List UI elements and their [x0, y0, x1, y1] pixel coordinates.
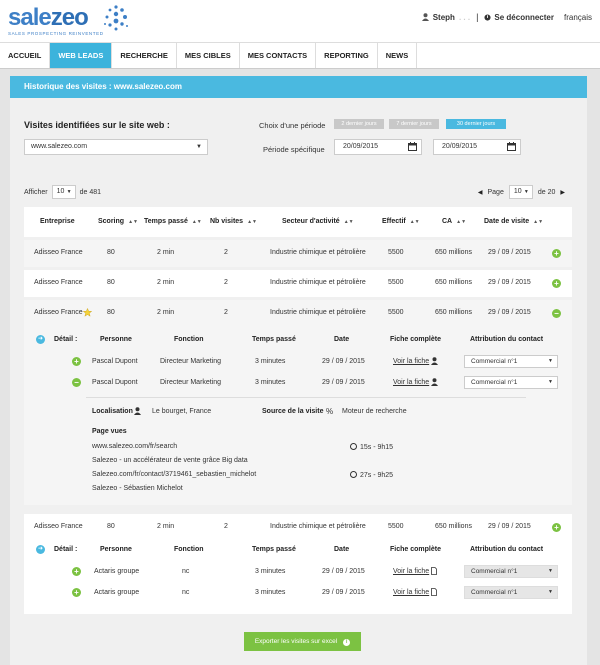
per-page-select[interactable]: 10 ▼: [52, 185, 76, 199]
page-url[interactable]: www.salezeo.com/fr/search: [92, 443, 178, 450]
period-2-days[interactable]: 2 dernier jours: [334, 119, 384, 129]
main-nav: [0, 42, 600, 69]
page-url[interactable]: Salezeo.com/fr/contact/3719461_sebastien_michelot: [92, 471, 257, 478]
person-icon: [134, 407, 141, 415]
view-profile-link[interactable]: Voir la fiche: [393, 589, 430, 596]
logo-dots-icon: [102, 4, 130, 32]
nav-recherche[interactable]: RECHERCHE: [112, 43, 177, 68]
assign-contact-select[interactable]: Commercial n°1 ▼: [464, 565, 558, 578]
date-from-input[interactable]: 20/09/2015: [334, 139, 422, 155]
nav-mes-cibles[interactable]: MES CIBLES: [177, 43, 240, 68]
col-scoring[interactable]: Scoring ▲▼: [98, 218, 138, 225]
star-icon[interactable]: [83, 308, 92, 317]
table-row[interactable]: Adisseo France 80 2 min 2 Industrie chimique et pétrolière 5500 650 millions 29 / 09 / 2015 +: [24, 267, 572, 297]
logo-tagline: SALES PROSPECTING REINVENTED: [8, 31, 104, 36]
collapse-icon[interactable]: −: [552, 309, 561, 318]
clock-icon: [350, 471, 357, 478]
arrow-right-icon: ➜: [37, 546, 44, 552]
link-icon: %: [326, 407, 334, 416]
top-bar: salezeo SALES PROSPECTING REINVENTED Steph . . . | Se déconnecter français: [0, 0, 600, 42]
add-contact-icon[interactable]: +: [72, 357, 81, 366]
visit-detail: ➜ Détail : Personne Fonction Temps passé Date Fiche complète Attribution du contact + Pascal Dupont Directeur Marketing 3 minutes 29 / 09 / 2015 Voir la fiche Commercial n°1 ▼ − Pascal Dupont Directeur Marketing 3 minutes 29 / 09 / 2015 Voir la fiche Commercial n°1 ▼ Localisation Le bourget, France Source de la visite % Moteur de recherche Page vues www.salezeo.com/fr/search 15s - 9h15 Salezeo - un accélérateur de vente grâce Big data Salezeo.com/fr/contact/3719461_sebastien_michelot 27s - 9h25 Salezeo - Sébastien Michelot: [24, 327, 572, 505]
assign-contact-select[interactable]: Commercial n°1 ▼: [464, 586, 558, 599]
date-to-input[interactable]: 20/09/2015: [433, 139, 521, 155]
person-icon: [431, 378, 438, 386]
visits-label: Visites identifiées sur le site web :: [24, 120, 170, 130]
visit-history-panel: [10, 76, 587, 665]
col-ca[interactable]: CA ▲▼: [442, 218, 467, 225]
page-duration: 27s - 9h25: [350, 471, 393, 479]
visit-info: Localisation Le bourget, France Source de la visite % Moteur de recherche Page vues www.salezeo.com/fr/search 15s - 9h15 Salezeo - un accélérateur de vente grâce Big data Salezeo.com/fr/contact/3719461_sebastien_michelot 27s - 9h25 Salezeo - Sébastien Michelot: [86, 397, 526, 505]
table-header: [24, 207, 572, 237]
user-menu[interactable]: Steph . . .: [422, 13, 470, 22]
period-7-days[interactable]: 7 dernier jours: [389, 119, 439, 129]
user-name: Steph: [432, 12, 455, 22]
add-contact-icon[interactable]: +: [72, 588, 81, 597]
nav-web-leads[interactable]: WEB LEADS: [50, 43, 112, 68]
visits-table: [24, 207, 572, 609]
col-temps[interactable]: Temps passé ▲▼: [144, 218, 202, 225]
view-profile-link[interactable]: Voir la fiche: [393, 568, 430, 575]
calendar-icon: [408, 142, 417, 151]
person-icon: [431, 357, 438, 365]
col-effectif[interactable]: Effectif ▲▼: [382, 218, 420, 225]
site-select[interactable]: www.salezeo.com ▼: [24, 139, 208, 155]
col-nb-visites[interactable]: Nb visites ▲▼: [210, 218, 257, 225]
calendar-icon: [507, 142, 516, 151]
chevron-down-icon: ▼: [196, 144, 202, 150]
col-secteur[interactable]: Secteur d'activité ▲▼: [282, 218, 354, 225]
document-icon: [431, 588, 437, 596]
nav-reporting[interactable]: REPORTING: [316, 43, 378, 68]
view-profile-link[interactable]: Voir la fiche: [393, 358, 430, 365]
clock-icon: [350, 443, 357, 450]
logout-button[interactable]: Se déconnecter: [484, 13, 554, 22]
power-icon: [484, 14, 491, 21]
language-select[interactable]: français: [563, 12, 592, 22]
salezeo-logo[interactable]: salezeo SALES PROSPECTING REINVENTED: [8, 4, 104, 36]
col-entreprise[interactable]: Entreprise: [40, 218, 75, 225]
info-icon: i: [343, 639, 350, 646]
pagination: ◀ Page 10 ▼ de 20 ▶: [478, 185, 565, 199]
period-label: Choix d'une période: [259, 121, 326, 130]
nav-accueil[interactable]: ACCUEIL: [0, 43, 50, 68]
nav-mes-contacts[interactable]: MES CONTACTS: [240, 43, 316, 68]
view-profile-link[interactable]: Voir la fiche: [393, 379, 430, 386]
expand-icon[interactable]: +: [552, 279, 561, 288]
table-row[interactable]: Adisseo France 80 2 min 2 Industrie chimique et pétrolière 5500 650 millions 29 / 09 / 2015 +: [24, 505, 572, 539]
specific-period-label: Période spécifique: [263, 145, 325, 154]
per-page-control: Afficher 10 ▼ de 481: [24, 185, 101, 199]
table-row[interactable]: Adisseo France 80 2 min 2 Industrie chimique et pétrolière 5500 650 millions 29 / 09 / 2015 −: [24, 297, 572, 327]
add-contact-icon[interactable]: +: [72, 567, 81, 576]
assign-contact-select[interactable]: Commercial n°1 ▼: [464, 355, 558, 368]
prev-page-icon[interactable]: ◀: [477, 189, 483, 196]
next-page-icon[interactable]: ▶: [560, 189, 565, 196]
visit-detail: ➜ Détail : Personne Fonction Temps passé Date Fiche complète Attribution du contact + Actaris groupe nc 3 minutes 29 / 09 / 2015 Voir la fiche Commercial n°1 ▼ + Actaris groupe nc 3 minutes 29 / 09 / 2015 Voir la fiche Commercial n°1 ▼: [24, 539, 572, 614]
assign-contact-select[interactable]: Commercial n°1 ▼: [464, 376, 558, 389]
document-icon: [431, 567, 437, 575]
export-excel-button[interactable]: Exporter les visites sur excel i: [244, 632, 361, 651]
table-row[interactable]: Adisseo France 80 2 min 2 Industrie chimique et pétrolière 5500 650 millions 29 / 09 / 2015 +: [24, 237, 572, 267]
expand-icon[interactable]: +: [552, 249, 561, 258]
col-date[interactable]: Date de visite ▲▼: [484, 218, 544, 225]
arrow-right-icon: ➜: [37, 336, 44, 342]
nav-news[interactable]: NEWS: [378, 43, 418, 68]
period-30-days[interactable]: 30 dernier jours: [446, 119, 506, 129]
panel-title: Historique des visites : www.salezeo.com: [10, 76, 587, 98]
user-icon: [422, 13, 429, 21]
remove-contact-icon[interactable]: −: [72, 378, 81, 387]
page-select[interactable]: 10 ▼: [509, 185, 533, 199]
page-duration: 15s - 9h15: [350, 443, 393, 451]
expand-icon[interactable]: +: [552, 523, 561, 532]
